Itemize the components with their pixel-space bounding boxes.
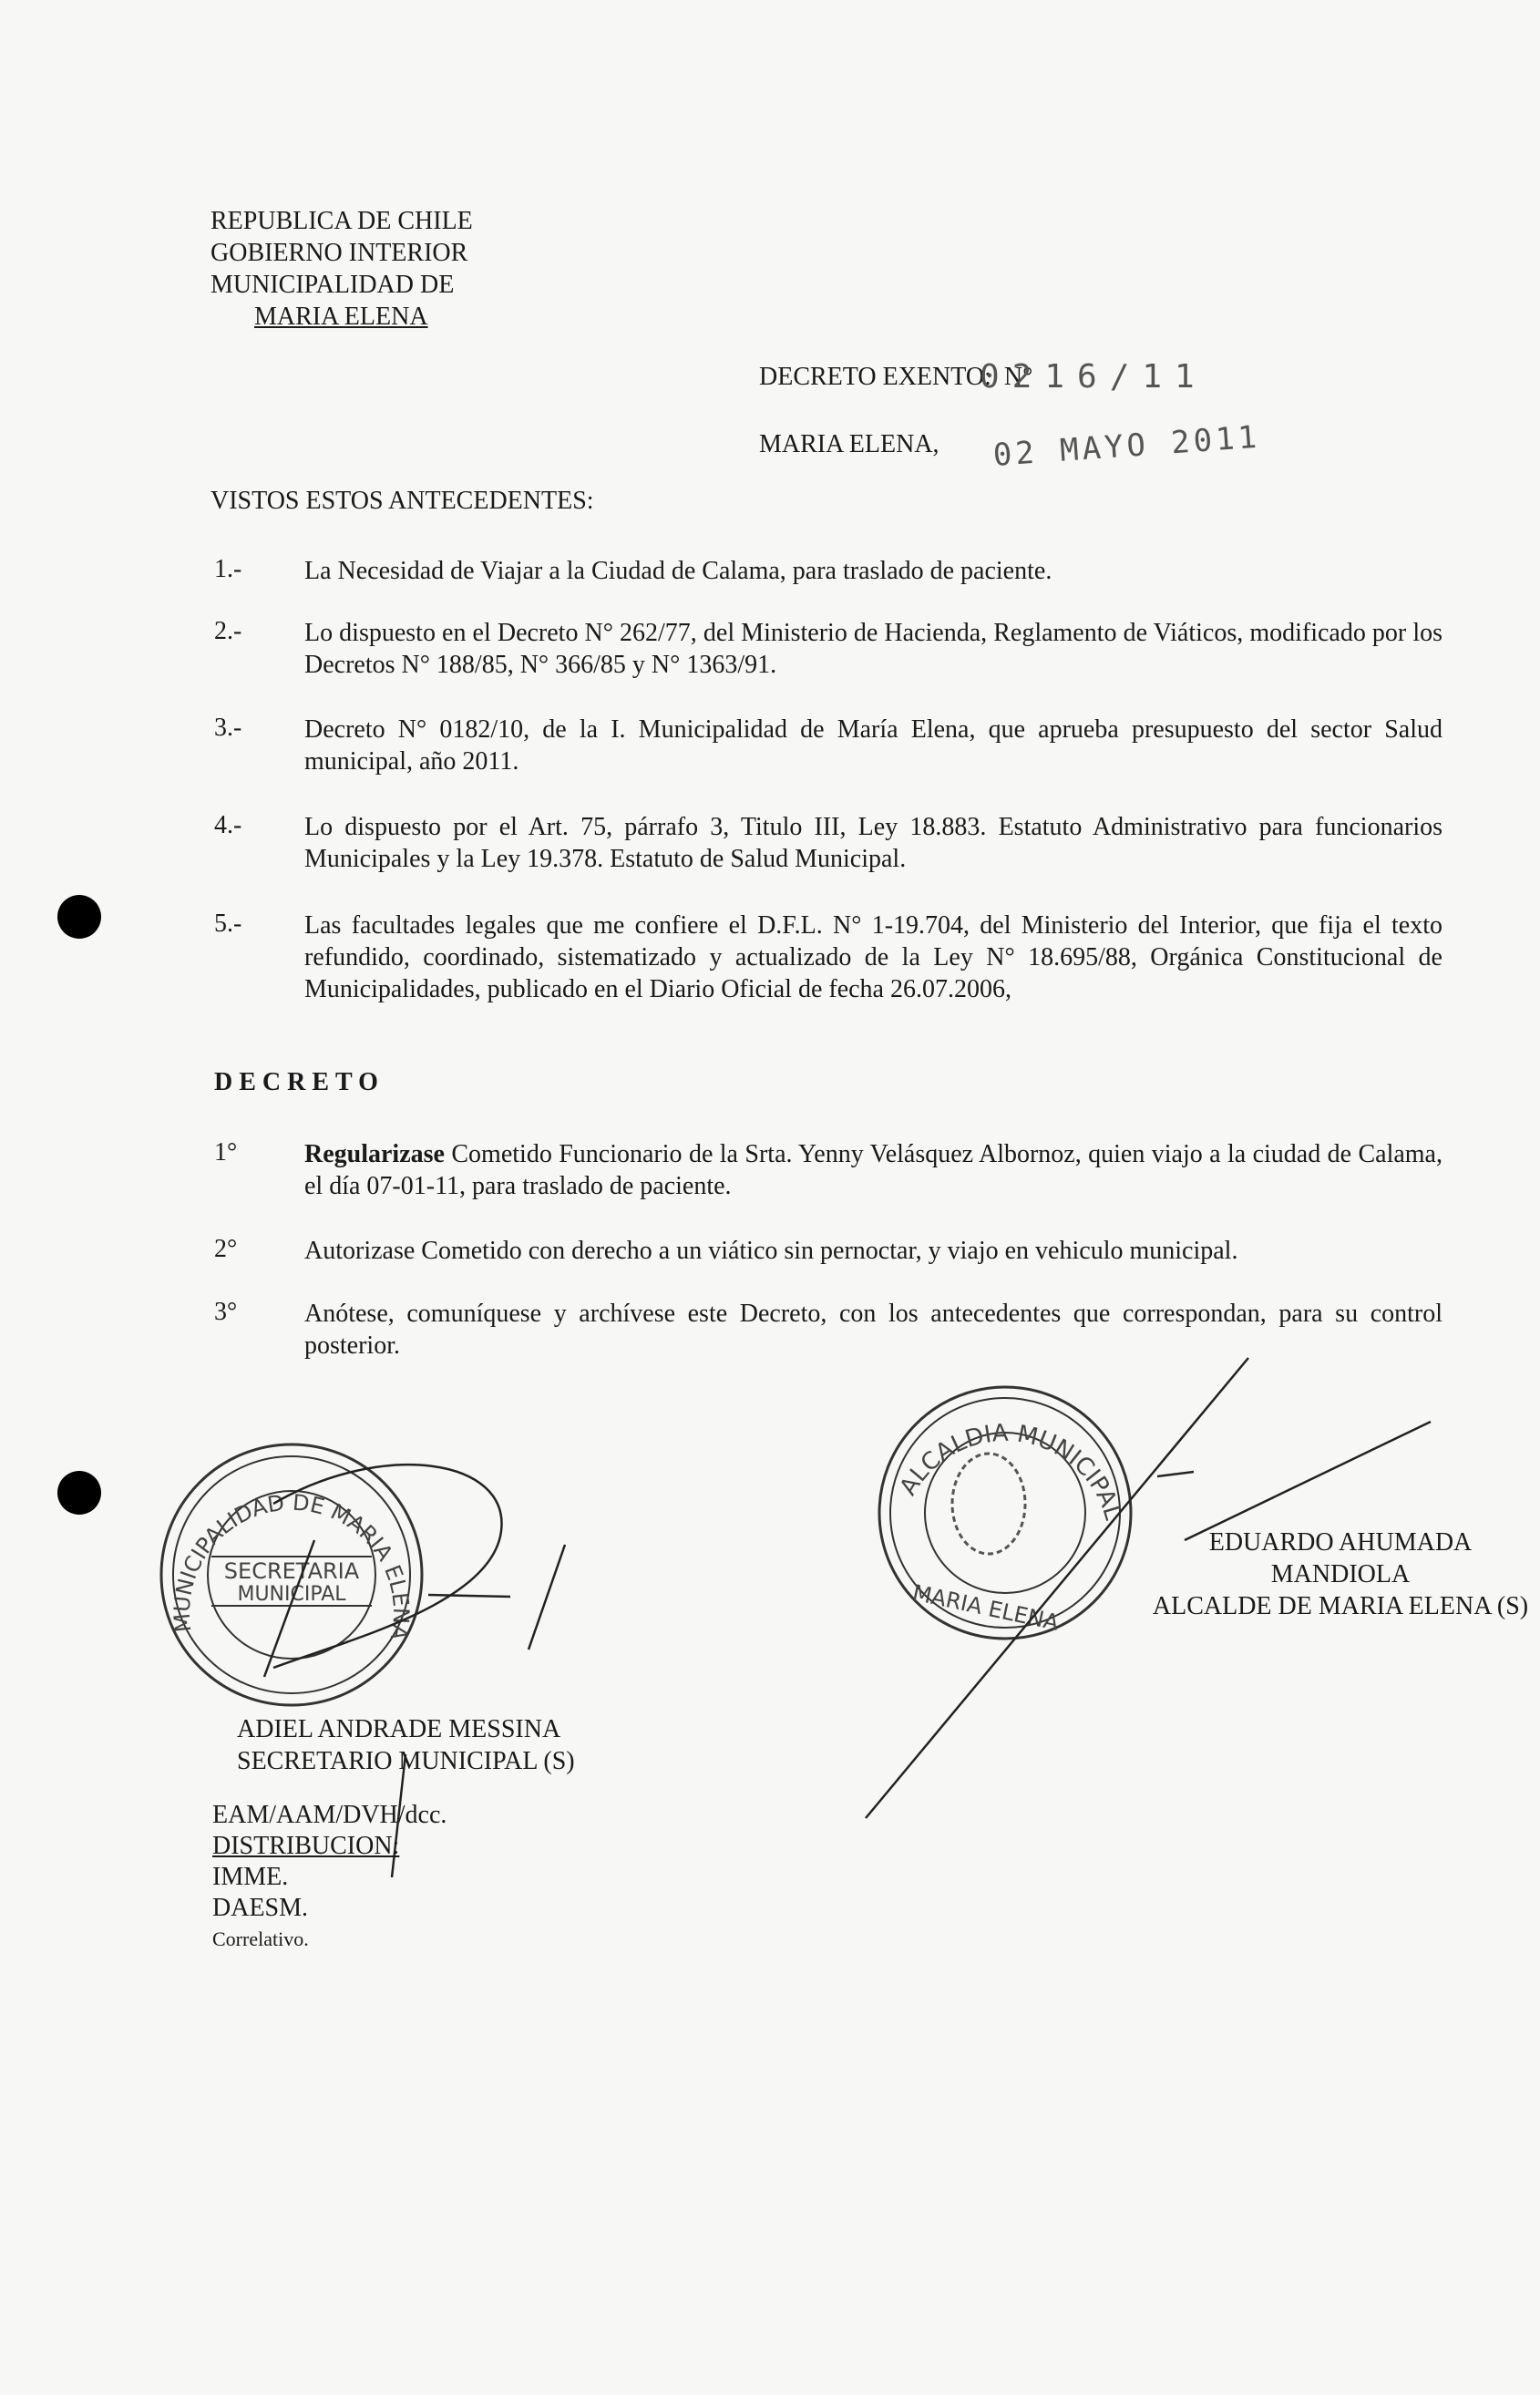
left-signature-block bbox=[237, 1713, 575, 1777]
right-signature-block bbox=[1141, 1526, 1540, 1622]
seal-top-text: ALCALDIA MUNICIPAL bbox=[894, 1419, 1127, 1524]
item-text: Autorizase Cometido con derecho a un viático sin pernoctar, y viajo en vehiculo municipal. bbox=[304, 1237, 1238, 1265]
decree-number-label: DECRETO EXENTO: N° bbox=[759, 363, 1033, 391]
seal-center-text: MUNICIPAL bbox=[237, 1583, 346, 1606]
alcaldia-seal bbox=[879, 1387, 1131, 1639]
initials: EAM/AAM/DVH/dcc. bbox=[212, 1801, 447, 1829]
signer-name: ADIEL ANDRADE MESSINA bbox=[237, 1715, 561, 1743]
item-number: 3.- bbox=[214, 714, 242, 742]
decree-number-stamp: 0216/11 bbox=[980, 358, 1207, 396]
item-number: 5.- bbox=[214, 910, 242, 938]
letterhead-line: GOBIERNO INTERIOR bbox=[210, 239, 468, 267]
vistos-title: VISTOS ESTOS ANTECEDENTES: bbox=[210, 487, 594, 515]
correlativo: Correlativo. bbox=[212, 1927, 309, 1950]
item-number: 1° bbox=[214, 1138, 238, 1167]
letterhead-line: MUNICIPALIDAD DE bbox=[210, 271, 455, 299]
seal-ring-text: MUNICIPALIDAD DE MARIA ELENA bbox=[169, 1489, 415, 1642]
item-text: Las facultades legales que me confiere el D.F.L. N° 1-19.704, del Ministerio del Interior, que fija el texto refundido, coordinado, sistematizado y actualizado de la Ley N° 18.695/88, Orgánica Constitucional de Municipalidades, publicado en el Diario Oficial de fecha 26.07.2006, bbox=[304, 911, 1442, 1003]
decreto-title: DECRETO bbox=[214, 1068, 385, 1096]
item-text: Anótese, comuníquese y archívese este Decreto, con los antecedentes que correspondan, para su control posterior. bbox=[304, 1300, 1442, 1360]
item-bold-word: Regularizase bbox=[304, 1140, 445, 1168]
date-stamp: 02 MAYO 2011 bbox=[991, 418, 1262, 474]
seal-center-text: SECRETARIA bbox=[223, 1558, 360, 1584]
item-text: Lo dispuesto en el Decreto N° 262/77, del Ministerio de Hacienda, Reglamento de Viáticos, modificado por los Decretos N° 188/85, N° 366/85 y N° 1363/91. bbox=[304, 619, 1442, 679]
item-text: Lo dispuesto por el Art. 75, párrafo 3, Titulo III, Ley 18.883. Estatuto Administrativo para funcionarios Municipales y la Ley 19.378. Estatuto de Salud Municipal. bbox=[304, 813, 1442, 873]
item-number: 2.- bbox=[214, 617, 242, 645]
item-text: Decreto N° 0182/10, de la I. Municipalidad de María Elena, que aprueba presupuesto del sector Salud municipal, año 2011. bbox=[304, 715, 1442, 776]
letterhead-line: REPUBLICA DE CHILE bbox=[210, 207, 473, 235]
letterhead-line: MARIA ELENA bbox=[254, 303, 428, 331]
item-body: Cometido Funcionario de la Srta. Yenny Velásquez Albornoz, quien viajo a la ciudad de Calama, el día 07-01-11, para traslado de paciente. bbox=[304, 1140, 1442, 1200]
svg-text:ALCALDIA MUNICIPAL bbox=[895, 1420, 1127, 1524]
item-number: 1.- bbox=[214, 555, 242, 583]
signer-title: SECRETARIO MUNICIPAL (S) bbox=[237, 1747, 575, 1775]
item-number: 4.- bbox=[214, 811, 242, 839]
signer-title: ALCALDE DE MARIA ELENA (S) bbox=[1152, 1592, 1529, 1620]
distribution-block bbox=[212, 1800, 447, 1955]
item-number: 2° bbox=[214, 1235, 238, 1263]
distribution-label: DISTRIBUCION: bbox=[212, 1832, 400, 1860]
signer-name: EDUARDO AHUMADA MANDIOLA bbox=[1208, 1528, 1473, 1588]
item-number: 3° bbox=[214, 1298, 238, 1326]
seal-bottom-text: MARIA ELENA bbox=[910, 1579, 1062, 1636]
recipient: DAESM. bbox=[212, 1894, 309, 1922]
recipient: IMME. bbox=[212, 1863, 289, 1891]
item-text: La Necesidad de Viajar a la Ciudad de Calama, para traslado de paciente. bbox=[304, 557, 1052, 585]
place-label: MARIA ELENA, bbox=[759, 430, 939, 458]
secretaria-seal bbox=[161, 1444, 422, 1705]
